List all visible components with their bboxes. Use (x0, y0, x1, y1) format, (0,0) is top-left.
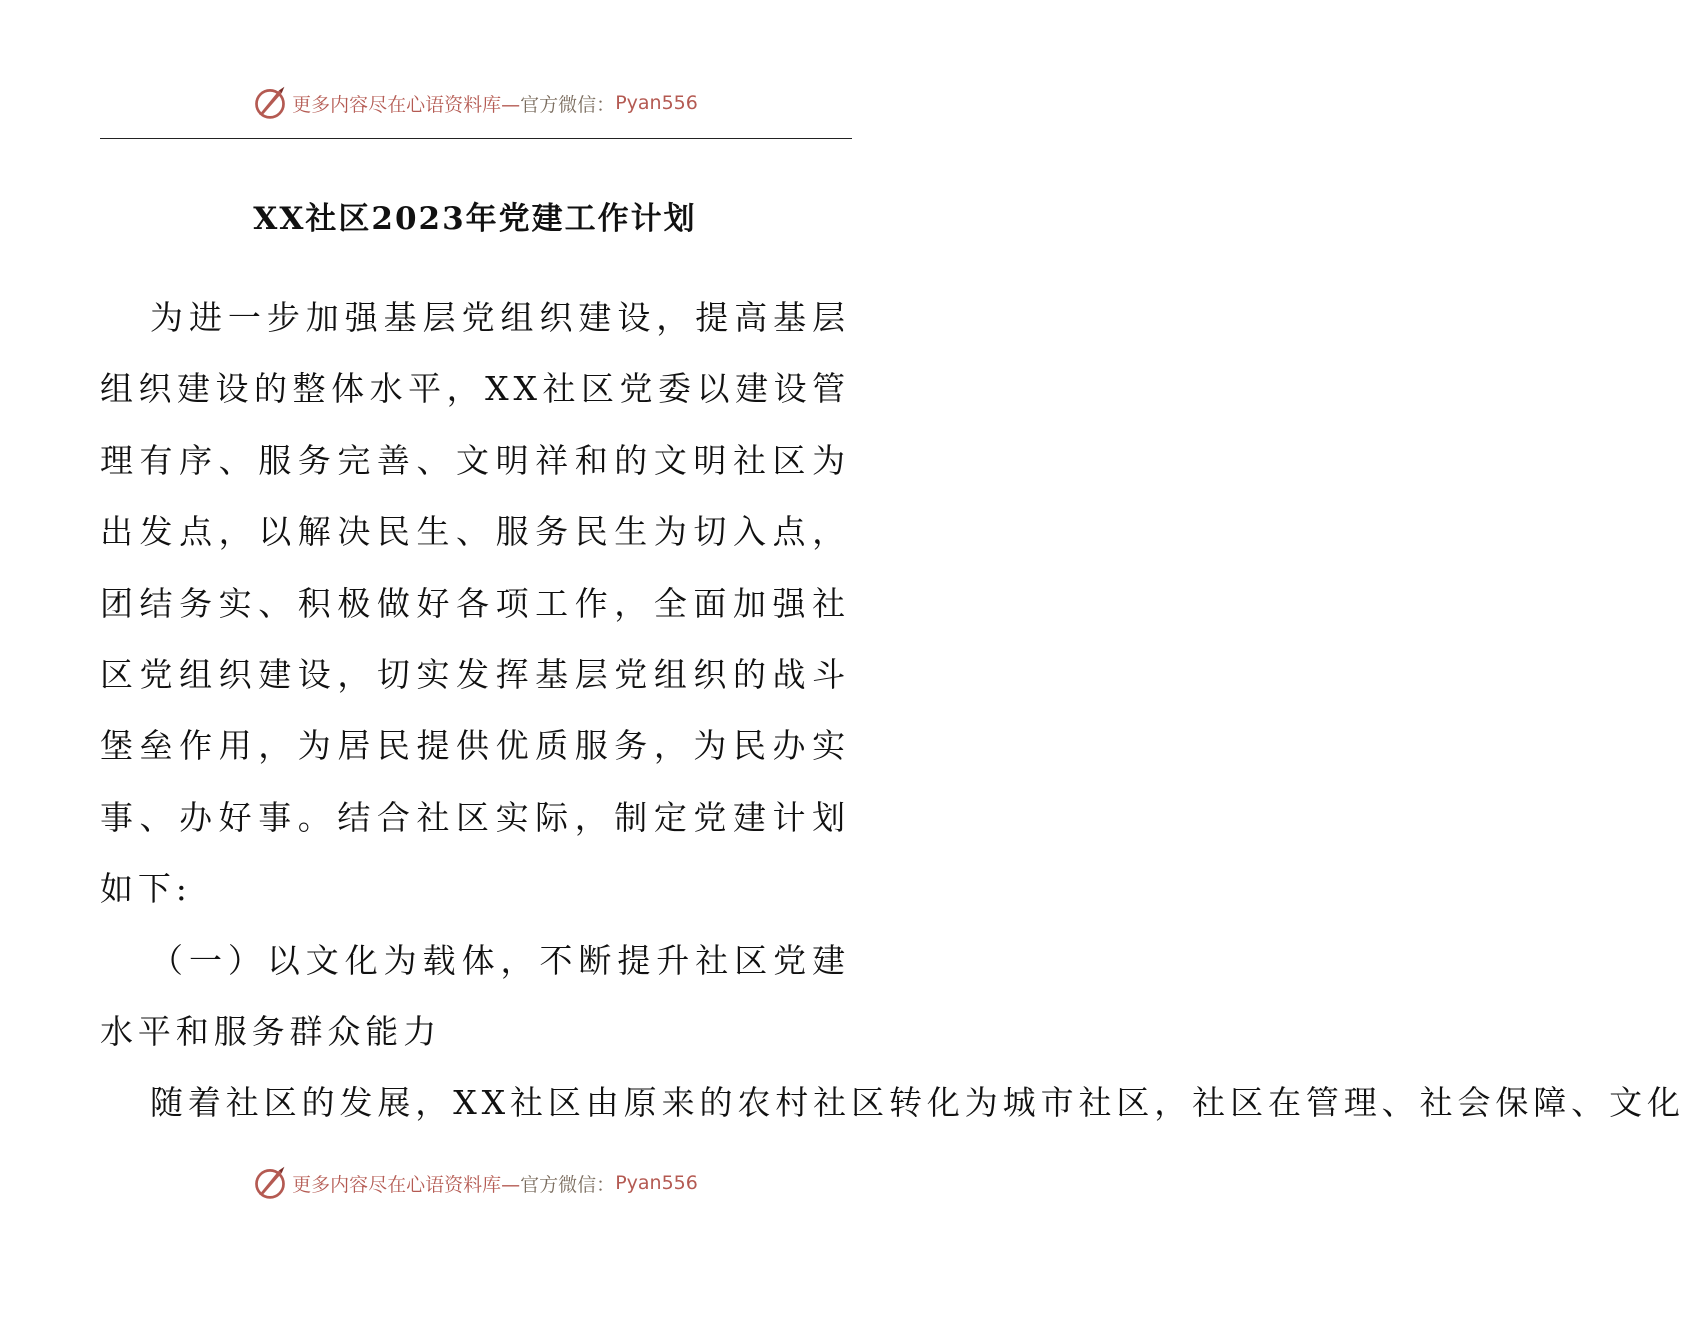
section-heading-1: （一）以文化为载体，不断提升社区党建水平和服务群众能力 (100, 940, 850, 1052)
watermark-text: 更多内容尽在心语资料库— (292, 1173, 521, 1196)
document-body (100, 282, 1685, 1139)
document-title: XX社区2023年党建工作计划 (253, 201, 697, 237)
watermark-wechat-id: Pyan556 (615, 92, 698, 114)
header-watermark (0, 83, 950, 123)
quill-pen-logo-icon (252, 1165, 288, 1201)
paragraph-intro: 为进一步加强基层党组织建设，提高基层组织建设的整体水平，XX社区党委以建设管理有序、服务完善、文明祥和的文明社区为出发点，以解决民生、服务民生为切入点，团结务实、积极做好各项工作，全面加强社区党组织建设，切实发挥基层党组织的战斗堡垒作用，为居民提供优质服务，为民办实事、办好事。结合社区实际，制定党建计划如下: (100, 298, 850, 909)
watermark-wechat-label: 官方微信： (520, 1173, 616, 1196)
quill-pen-logo-icon (252, 85, 288, 121)
footer-watermark (0, 1163, 950, 1203)
watermark-wechat-id: Pyan556 (615, 1172, 698, 1194)
watermark-wechat-label: 官方微信： (520, 93, 616, 116)
paragraph-section-1: 随着社区的发展，XX社区由原来的农村社区转化为城市社区，社区在管理、社会保障、文化 (150, 1083, 1685, 1123)
watermark-text: 更多内容尽在心语资料库— (292, 93, 521, 116)
header-divider (100, 138, 852, 139)
